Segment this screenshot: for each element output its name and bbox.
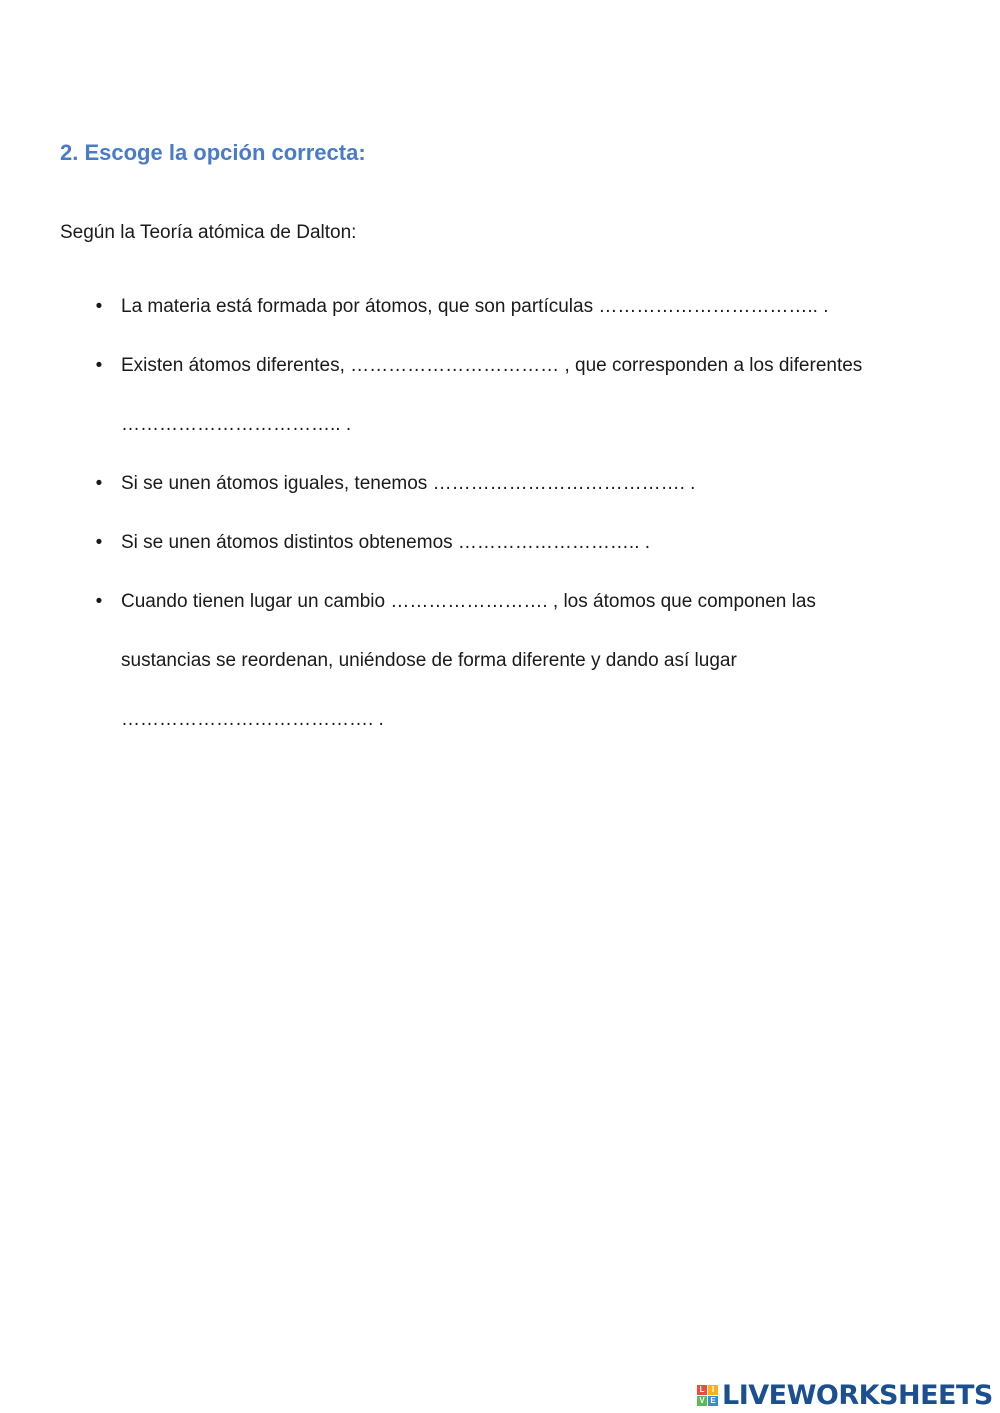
logo-mark-letter: I — [708, 1385, 718, 1395]
logo-text: LIVEWORKSHEETS — [722, 1379, 993, 1411]
bullet-icon: • — [95, 473, 103, 494]
list-item-line: Si se unen átomos iguales, tenemos …………………………………. . — [121, 473, 696, 494]
list-item-line: La materia está formada por átomos, que son partículas …………………………….. . — [121, 296, 829, 317]
list-item — [95, 336, 938, 454]
bullet-icon: • — [95, 296, 103, 317]
intro-text: Según la Teoría atómica de Dalton: — [60, 222, 357, 243]
logo-mark-letter: L — [697, 1385, 707, 1395]
list-item-line: Existen átomos diferentes, …………………………… , que corresponden a los diferentes — [121, 355, 863, 376]
list-item-line: …………………………………. . — [121, 709, 384, 730]
bullet-icon: • — [95, 532, 103, 553]
logo-mark-icon — [697, 1385, 718, 1406]
bullet-icon: • — [95, 355, 103, 376]
list-item-line: sustancias se reordenan, uniéndose de forma diferente y dando así lugar — [121, 650, 737, 671]
list-item — [95, 277, 938, 336]
list-item-line: Si se unen átomos distintos obtenemos ……………………….. . — [121, 532, 651, 553]
logo-mark-letter: E — [708, 1396, 718, 1406]
list-item — [95, 513, 938, 572]
list-item — [95, 454, 938, 513]
list-item-line: Cuando tienen lugar un cambio ……………………. , los átomos que componen las — [121, 591, 816, 612]
list-item-line: …………………………….. . — [121, 414, 352, 435]
logo-mark-letter: V — [697, 1396, 707, 1406]
liveworksheets-logo — [697, 1378, 993, 1412]
list-item — [95, 572, 938, 749]
section-title: 2. Escoge la opción correcta: — [60, 140, 366, 165]
bullet-icon: • — [95, 591, 103, 612]
